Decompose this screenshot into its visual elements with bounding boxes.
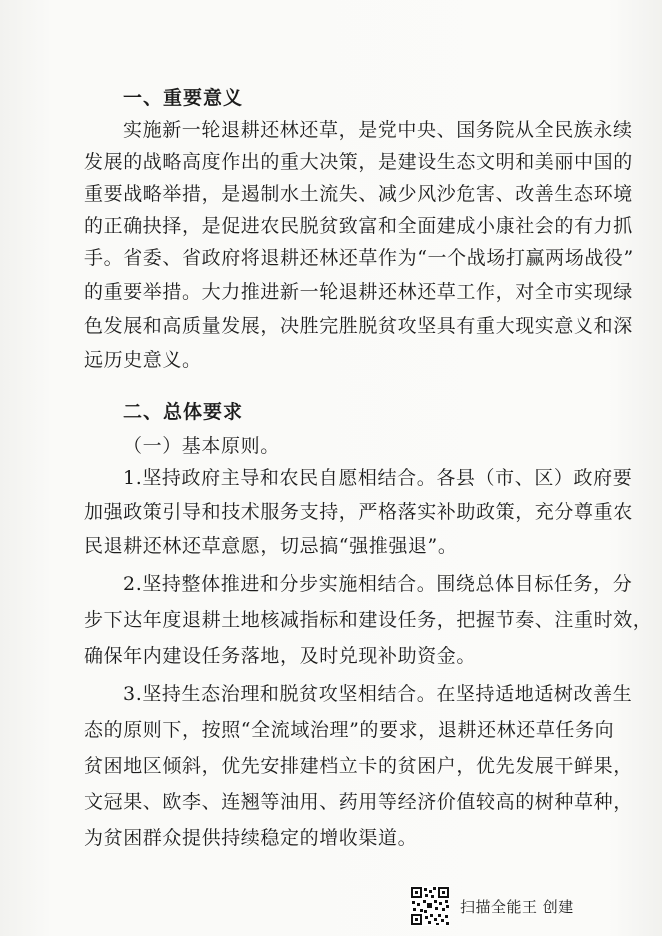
paragraph-line: 色发展和高质量发展，决胜完胜脱贫攻坚具有重大现实意义和深: [84, 315, 633, 337]
paragraph-line: 文冠果、欧李、连翘等油用、药用等经济价值较高的树种草种，: [84, 791, 633, 813]
paragraph-line: 重要战略举措，是遏制水土流失、减少风沙危害、改善生态环境: [84, 183, 633, 205]
scanner-watermark: [410, 884, 574, 928]
qr-code-icon[interactable]: [410, 886, 450, 926]
paragraph-line: 手。省委、省政府将退耕还林还草作为“一个战场打赢两场战役”: [84, 247, 634, 269]
paragraph-line: 步下达年度退耕土地核减指标和建设任务，把握节奏、注重时效，: [84, 609, 653, 631]
paragraph-line: 远历史意义。: [84, 349, 202, 371]
section-heading: 一、重要意义: [123, 87, 244, 109]
paragraph-line: 民退耕还林还草意愿，切忌搞“强推强退”。: [84, 535, 458, 557]
paragraph-line: 的正确抉择，是促进农民脱贫致富和全面建成小康社会的有力抓: [84, 215, 633, 237]
paragraph-line: 贫困地区倾斜，优先安排建档立卡的贫困户，优先发展干鲜果，: [84, 755, 633, 777]
paragraph-line: 确保年内建设任务落地，及时兑现补助资金。: [84, 645, 477, 667]
paragraph-line: 的重要举措。大力推进新一轮退耕还林还草工作，对全市实现绿: [84, 281, 633, 303]
paragraph-line: 1.坚持政府主导和农民自愿相结合。各县（市、区）政府要: [123, 467, 633, 489]
paragraph-line: 为贫困群众提供持续稳定的增收渠道。: [84, 827, 418, 849]
section-heading: 二、总体要求: [123, 401, 244, 423]
paragraph-line: 发展的战略高度作出的重大决策，是建设生态文明和美丽中国的: [84, 151, 633, 173]
scanner-brand-text: 扫描全能王 创建: [460, 897, 574, 916]
paragraph-line: 3.坚持生态治理和脱贫攻坚相结合。在坚持适地适树改善生: [123, 683, 633, 705]
paragraph-line: 2.坚持整体推进和分步实施相结合。围绕总体目标任务，分: [123, 573, 633, 595]
paragraph-line: 加强政策引导和技术服务支持，严格落实补助政策，充分尊重农: [84, 501, 633, 523]
paragraph-line: 态的原则下，按照“全流域治理”的要求，退耕还林还草任务向: [84, 719, 615, 741]
paragraph-line: 实施新一轮退耕还林还草，是党中央、国务院从全民族永续: [123, 119, 633, 141]
subheading-line: （一）基本原则。: [123, 435, 280, 457]
